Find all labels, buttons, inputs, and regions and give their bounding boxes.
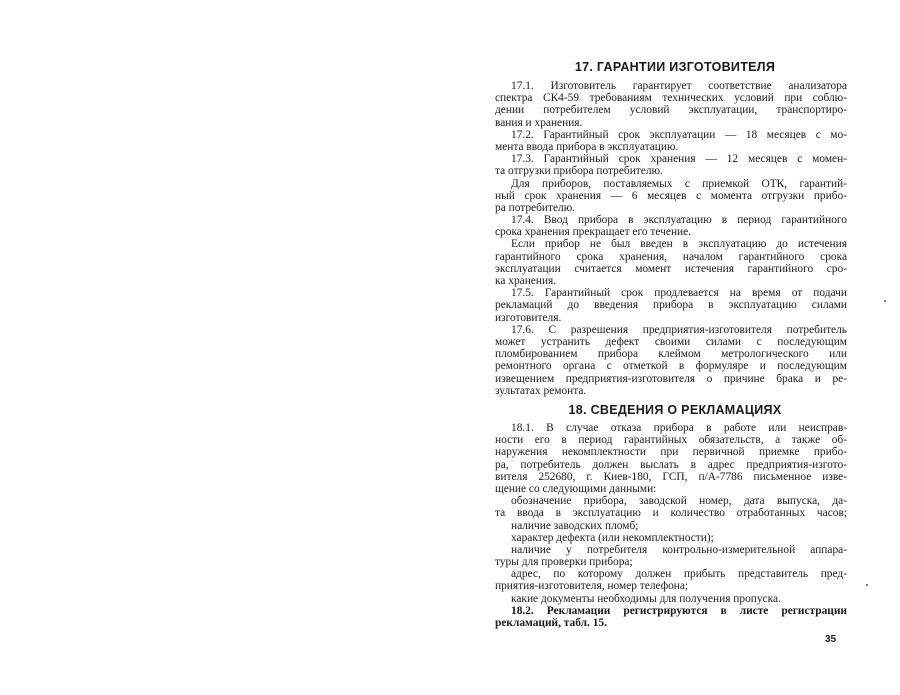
section-18-text-line: рекламаций, табл. 15. — [495, 617, 607, 629]
section-17-text-line: ра потребителю. — [495, 201, 576, 214]
section-17-text-line: Для приборов, поставляемых с приемкой ОТК, гарантий- — [511, 177, 847, 190]
section-18-text-line: адрес, по которому должен прибыть представитель пред- — [511, 568, 847, 581]
section-18-text-line: 18.1. В случае отказа прибора в работе или неисправ- — [511, 422, 847, 434]
section-18-body — [495, 422, 847, 629]
section-17-text-line: изготовителя. — [495, 311, 562, 324]
section-17-text-line: дении потребителем условий эксплуатации, транспортиро- — [495, 104, 847, 117]
scan-speck — [866, 584, 868, 586]
scan-speck — [884, 300, 886, 302]
section-18-heading: 18. СВЕДЕНИЯ О РЕКЛАМАЦИЯХ — [568, 403, 782, 417]
section-17-heading: 17. ГАРАНТИИ ИЗГОТОВИТЕЛЯ — [574, 60, 776, 74]
section-17-text-line: та отгрузки прибора потребителю. — [495, 165, 663, 178]
section-17-text-line: вания и хранения. — [495, 116, 583, 129]
section-17-text-line: пломбированием прибора клеймом метрологического или — [495, 348, 847, 361]
section-18-text-line: какие документы необходимы для получения пропуска. — [511, 592, 781, 605]
section-18-text-line: вителя 252680, г. Киев-180, ГСП, п/А-7786 письменное изве- — [495, 470, 847, 483]
section-17-text-line: ка хранения. — [495, 275, 557, 287]
section-17-text-line: эксплуатации считается момент истечения гарантийного сро- — [495, 262, 847, 275]
section-17-text-line: 17.2. Гарантийный срок эксплуатации — 18 месяцев с мо- — [511, 128, 847, 141]
section-18-text-line: 18.2. Рекламации регистрируются в листе регистрации — [511, 604, 847, 617]
section-17-text-line: зультатах ремонта. — [495, 384, 587, 397]
section-18-text-line: приятия-изготовителя, номер телефона; — [495, 580, 689, 593]
section-17-text-line: 17.1. Изготовитель гарантирует соответствие анализатора — [511, 80, 847, 92]
section-17-text-line: 17.3. Гарантийный срок хранения — 12 месяцев с момен- — [511, 153, 847, 166]
section-18-text-line: ра, потребитель должен выслать в адрес предприятия-изгото- — [495, 458, 847, 471]
section-18-text-line: характер дефекта (или некомплектности); — [511, 531, 714, 544]
section-18-text-line: щение со следующими данными: — [495, 482, 657, 495]
section-17-text-line: мента ввода прибора в эксплуатацию. — [495, 140, 679, 153]
section-18-text-line: ности его в период гарантийных обязательств, а также об- — [495, 434, 847, 447]
section-17-text-line: гарантийного срока хранения, началом гарантийного срока — [495, 250, 847, 263]
section-17-text-line: рекламаций до введения прибора в эксплуатацию силами — [495, 299, 847, 312]
section-17-text-line: 17.6. С разрешения предприятия-изготовителя потребитель — [511, 323, 847, 336]
section-17-text-line: ремонтного органа с отметкой в формуляре и последующим — [495, 360, 847, 373]
section-18-text-line: наличие у потребителя контрольно-измерительной аппара- — [511, 543, 847, 556]
section-17-text-line: может устранить дефект своими силами с последующим — [495, 335, 847, 348]
section-17-text-line: спектра СК4-59 требованиям технических условий при соблю- — [495, 92, 847, 105]
section-17-text-line: извещением предприятия-изготовителя о причине брака и ре- — [495, 372, 847, 385]
section-18-text-line: туры для проверки прибора; — [495, 556, 633, 569]
section-17-body — [495, 80, 847, 397]
section-18-text-line: наружения некомплектности при первичной приемке прибо- — [495, 446, 847, 459]
section-18-text-line: наличие заводских пломб; — [511, 519, 639, 532]
section-17-text-line: 17.4. Ввод прибора в эксплуатацию в период гарантийного — [511, 214, 847, 227]
section-17-text-line: ный срок хранения — 6 месяцев с момента отгрузки прибо- — [495, 189, 847, 202]
section-18-text-line: обозначение прибора, заводской номер, дата выпуска, да- — [511, 495, 847, 508]
section-17-text-line: 17.5. Гарантийный срок продлевается на время от подачи — [511, 287, 847, 300]
section-17-text-line: срока хранения прекращает его течение. — [495, 226, 692, 239]
page-number: 35 — [825, 634, 837, 645]
section-18-text-line: та ввода в эксплуатацию и количество отработанных часов; — [495, 507, 847, 520]
section-17-text-line: Если прибор не был введен в эксплуатацию до истечения — [511, 238, 847, 251]
document-page — [485, 48, 865, 688]
